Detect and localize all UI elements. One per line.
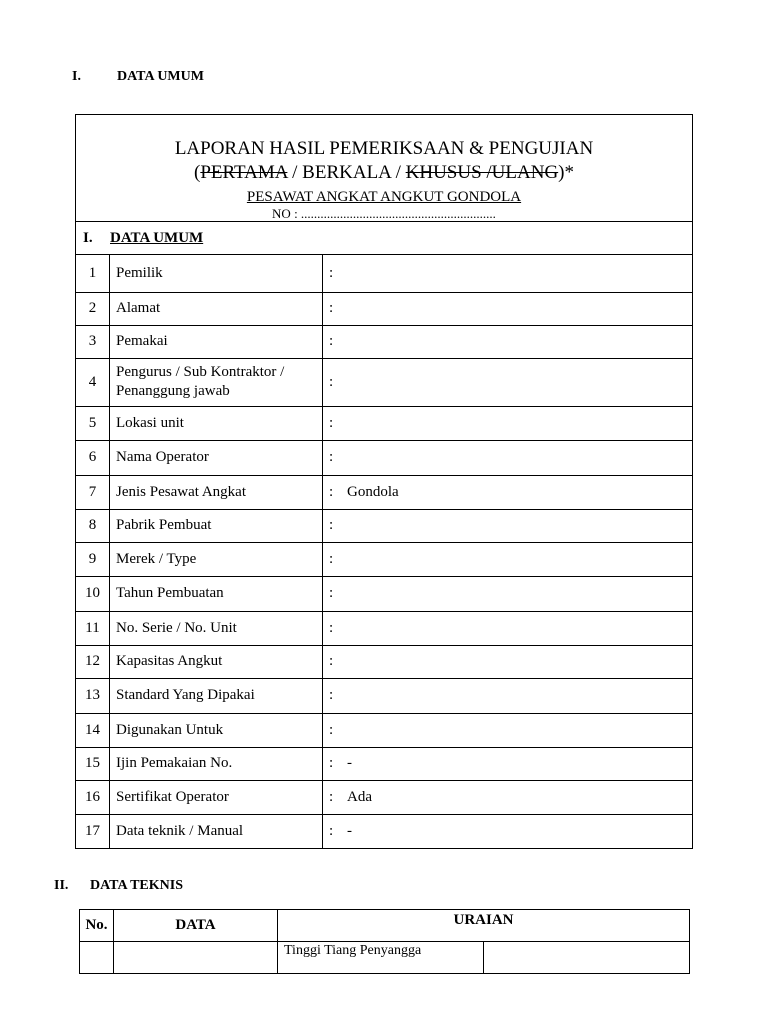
- data-umum-table: [76, 255, 692, 848]
- row-value-cell: [323, 747, 693, 780]
- type-berkala: / BERKALA /: [287, 162, 406, 183]
- row-value-cell: [323, 645, 693, 678]
- table-row: [76, 440, 692, 475]
- header-data: DATA: [114, 910, 278, 942]
- row-colon: :: [329, 264, 334, 281]
- row-colon: :: [329, 585, 334, 601]
- report-subtitle: PESAWAT ANGKAT ANGKUT GONDOLA: [246, 189, 522, 205]
- subheading-number: I.: [83, 230, 93, 246]
- section-2-title: DATA TEKNIS: [90, 878, 183, 893]
- table-row: [76, 780, 692, 814]
- table-row: [76, 576, 692, 611]
- row-label: Pabrik Pembuat: [110, 509, 323, 542]
- row-colon: :: [329, 721, 334, 738]
- row-colon: :: [329, 653, 334, 669]
- section-2-heading: [54, 878, 183, 894]
- section-1-heading: [72, 69, 204, 85]
- row-number: 4: [76, 358, 110, 406]
- row-label: Pemilik: [110, 255, 323, 292]
- table-row: [76, 475, 692, 509]
- row-value: -: [347, 822, 352, 839]
- row-label: Digunakan Untuk: [110, 713, 323, 747]
- row-value-cell: [323, 406, 693, 440]
- row-value-cell: [323, 576, 693, 611]
- row-value-cell: [323, 358, 693, 406]
- row-value: -: [347, 755, 352, 771]
- row-number: 16: [76, 780, 110, 814]
- row-value-cell: [323, 542, 693, 576]
- row-label: Pemakai: [110, 325, 323, 358]
- type-pertama: PERTAMA: [200, 162, 288, 183]
- row-label: Merek / Type: [110, 542, 323, 576]
- cell-uraian-label: Tinggi Tiang Penyangga: [278, 942, 484, 974]
- table-row: [76, 747, 692, 780]
- table-row: [76, 255, 692, 292]
- row-value-cell: [323, 814, 693, 848]
- cell-no: [80, 942, 114, 974]
- row-label: Standard Yang Dipakai: [110, 678, 323, 713]
- row-label: Pengurus / Sub Kontraktor / Penanggung jawab: [110, 358, 323, 406]
- row-label: Ijin Pemakaian No.: [110, 747, 323, 780]
- table-row: [76, 542, 692, 576]
- row-colon: :: [329, 449, 334, 465]
- row-label: Alamat: [110, 292, 323, 325]
- table-row: [76, 678, 692, 713]
- row-value-cell: [323, 475, 693, 509]
- section-1-number: I.: [72, 69, 81, 84]
- row-value-cell: [323, 780, 693, 814]
- row-value-cell: [323, 292, 693, 325]
- data-teknis-header-row: [80, 910, 690, 942]
- report-number-line: NO : ............................................................: [272, 206, 496, 221]
- row-number: 13: [76, 678, 110, 713]
- report-title: LAPORAN HASIL PEMERIKSAAN & PENGUJIAN: [174, 138, 594, 159]
- table-row: [76, 325, 692, 358]
- row-number: 5: [76, 406, 110, 440]
- row-value-cell: [323, 440, 693, 475]
- row-number: 8: [76, 509, 110, 542]
- row-label: Sertifikat Operator: [110, 780, 323, 814]
- subheading-title: DATA UMUM: [110, 230, 204, 246]
- cell-uraian-value: [484, 942, 690, 974]
- row-colon: :: [329, 333, 334, 349]
- row-label: No. Serie / No. Unit: [110, 611, 323, 645]
- section-1-title: DATA UMUM: [117, 69, 204, 84]
- row-colon: :: [329, 300, 334, 316]
- row-value-cell: [323, 678, 693, 713]
- row-label: Nama Operator: [110, 440, 323, 475]
- row-number: 7: [76, 475, 110, 509]
- table-row: [80, 942, 690, 974]
- type-khusus-ulang: KHUSUS /ULANG: [405, 162, 559, 183]
- table-row: [76, 713, 692, 747]
- row-value: Ada: [347, 788, 372, 805]
- row-label: Lokasi unit: [110, 406, 323, 440]
- row-colon: :: [329, 687, 334, 703]
- report-form: [75, 114, 693, 849]
- header-no: No.: [80, 910, 114, 942]
- table-row: [76, 814, 692, 848]
- row-label: Tahun Pembuatan: [110, 576, 323, 611]
- row-colon: :: [329, 373, 334, 390]
- row-number: 1: [76, 255, 110, 292]
- open-paren: (: [193, 162, 201, 183]
- row-colon: :: [329, 822, 334, 839]
- row-number: 10: [76, 576, 110, 611]
- row-number: 9: [76, 542, 110, 576]
- row-colon: :: [329, 619, 334, 636]
- table-row: [76, 406, 692, 440]
- table-row: [76, 509, 692, 542]
- row-colon: :: [329, 755, 334, 771]
- row-value: Gondola: [347, 483, 399, 500]
- row-value-cell: [323, 611, 693, 645]
- row-number: 17: [76, 814, 110, 848]
- row-number: 12: [76, 645, 110, 678]
- row-number: 3: [76, 325, 110, 358]
- close-paren: )*: [558, 162, 574, 183]
- report-type-line: [76, 161, 692, 185]
- row-value-cell: [323, 509, 693, 542]
- data-umum-subheading: [76, 222, 692, 255]
- report-title-block: [76, 115, 692, 222]
- data-teknis-table: [79, 909, 690, 974]
- row-colon: :: [329, 788, 334, 805]
- table-row: [76, 645, 692, 678]
- header-uraian: URAIAN: [278, 910, 690, 942]
- table-row: [76, 292, 692, 325]
- row-label: Jenis Pesawat Angkat: [110, 475, 323, 509]
- row-value-cell: [323, 325, 693, 358]
- row-colon: :: [329, 550, 334, 567]
- cell-data: [114, 942, 278, 974]
- row-number: 15: [76, 747, 110, 780]
- row-colon: :: [329, 517, 334, 533]
- row-label: Data teknik / Manual: [110, 814, 323, 848]
- row-label: Kapasitas Angkut: [110, 645, 323, 678]
- row-colon: :: [329, 414, 334, 431]
- table-row: [76, 358, 692, 406]
- row-number: 6: [76, 440, 110, 475]
- row-value-cell: [323, 255, 693, 292]
- row-number: 14: [76, 713, 110, 747]
- section-2-number: II.: [54, 878, 69, 893]
- row-number: 2: [76, 292, 110, 325]
- row-colon: :: [329, 483, 334, 500]
- table-row: [76, 611, 692, 645]
- row-value-cell: [323, 713, 693, 747]
- row-number: 11: [76, 611, 110, 645]
